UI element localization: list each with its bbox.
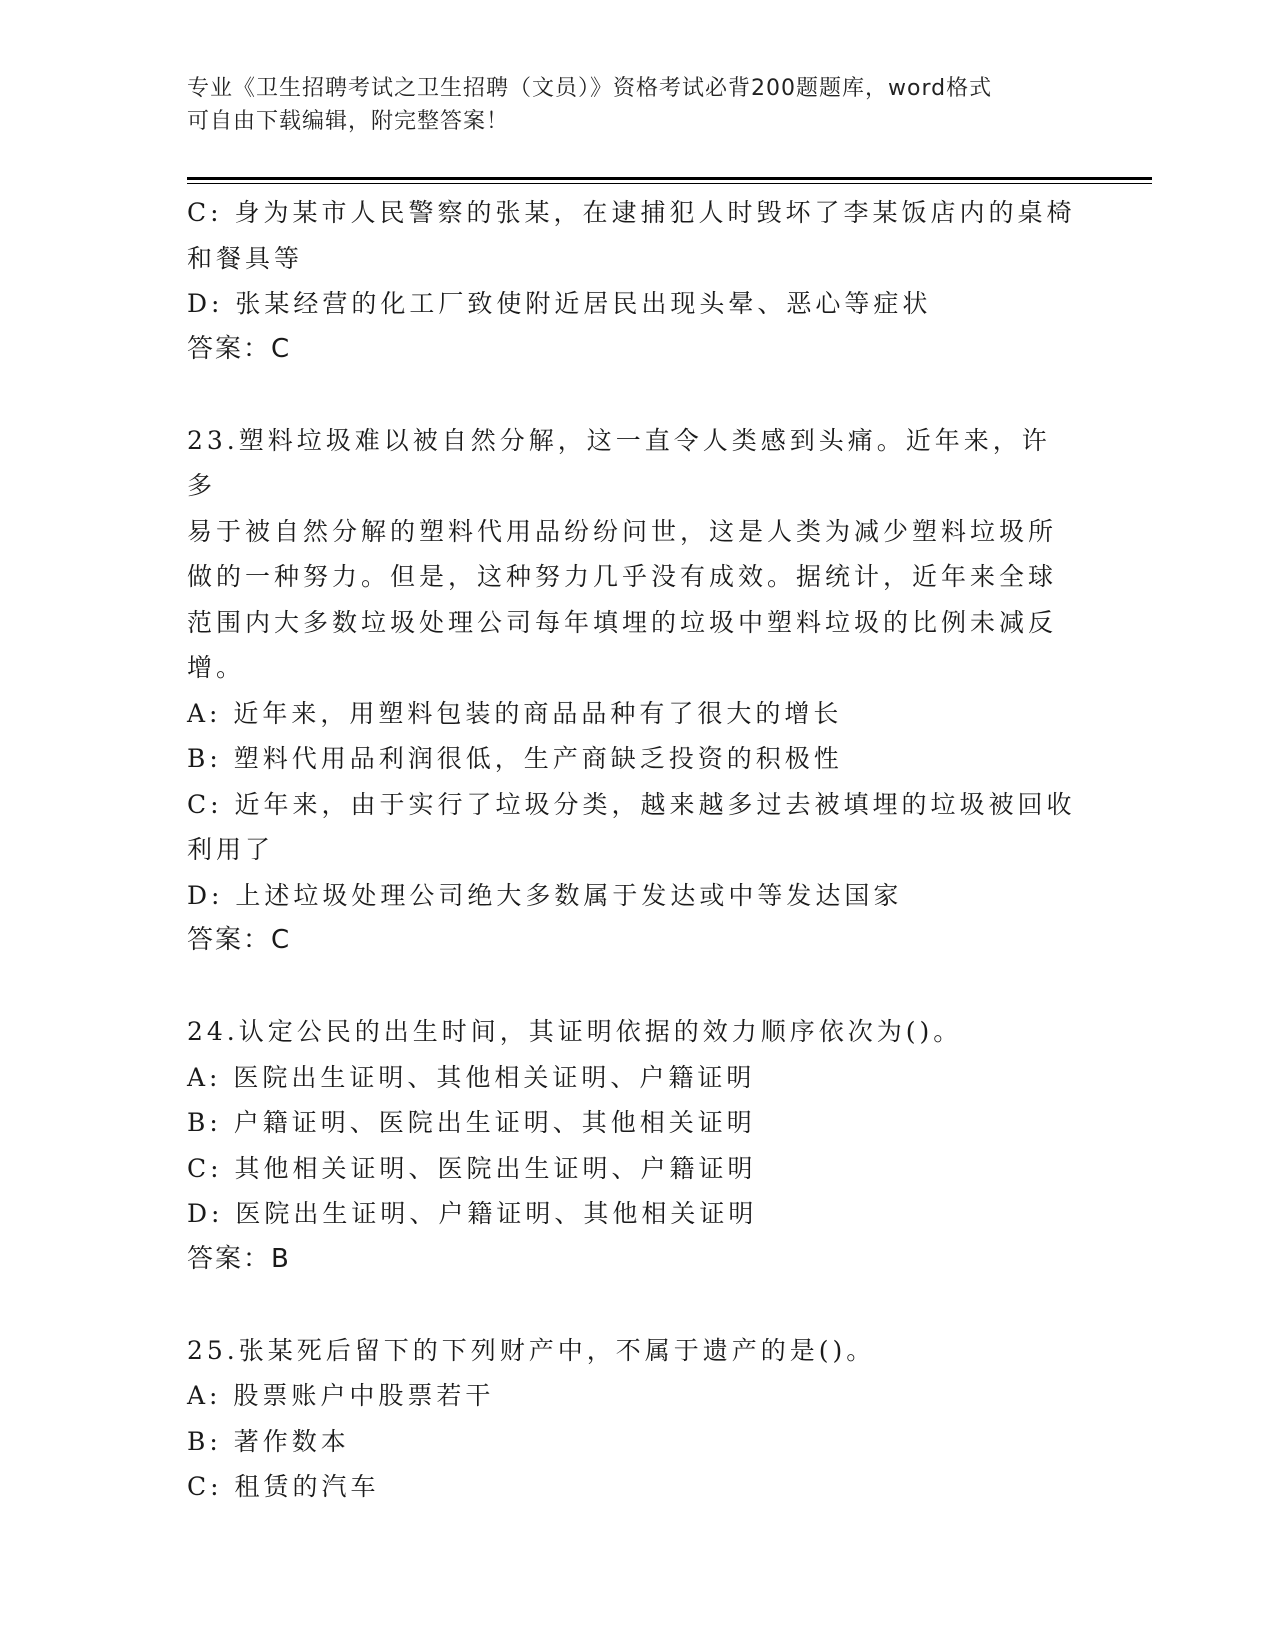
option-b: B: 塑料代用品利润很低，生产商缺乏投资的积极性: [187, 744, 843, 773]
question-stem-continued: 范围内大多数垃圾处理公司每年填埋的垃圾中塑料垃圾的比例未减反: [187, 607, 1058, 637]
option-c: C: 其他相关证明、医院出生证明、户籍证明: [187, 1153, 757, 1183]
spacer: [187, 964, 1077, 1010]
header-divider-thin: [187, 183, 1152, 184]
question-25: [187, 1328, 1077, 1510]
question-list: [187, 190, 1077, 1510]
option-b: B: 户籍证明、医院出生证明、其他相关证明: [187, 1108, 756, 1137]
question-stem: 24.认定公民的出生时间，其证明依据的效力顺序依次为()。: [187, 1017, 963, 1046]
option-a: A: 股票账户中股票若干: [187, 1381, 495, 1410]
question-stem: 23.塑料垃圾难以被自然分解，这一直令人类感到头痛。近年来，许多: [187, 425, 1051, 500]
spacer: [187, 1282, 1077, 1328]
option-c: C: 租赁的汽车: [187, 1472, 380, 1501]
answer-line: 答案：C: [187, 925, 292, 955]
option-b: B: 著作数本: [187, 1426, 350, 1456]
option-c-continued: 利用了: [187, 835, 275, 864]
header-title-line-2: 可自由下载编辑，附完整答案！: [187, 109, 510, 134]
option-d: D: 医院出生证明、户籍证明、其他相关证明: [187, 1199, 758, 1228]
question-stem-continued: 增。: [187, 653, 246, 682]
option-a: A: 医院出生证明、其他相关证明、户籍证明: [187, 1062, 756, 1092]
question-23: [187, 418, 1077, 964]
option-c: C: 近年来，由于实行了垃圾分类，越来越多过去被填埋的垃圾被回收: [187, 789, 1076, 819]
header-title-line-1: 专业《卫生招聘考试之卫生招聘（文员）》资格考试必背200题题库，word格式: [187, 76, 993, 101]
question-24: [187, 1009, 1077, 1282]
question-22-continued: [187, 190, 1077, 372]
option-d: D: 上述垃圾处理公司绝大多数属于发达或中等发达国家: [187, 880, 903, 910]
option-c-continued: 和餐具等: [187, 243, 304, 273]
spacer: [187, 372, 1077, 418]
option-d: D: 张某经营的化工厂致使附近居民出现头晕、恶心等症状: [187, 289, 932, 318]
option-a: A: 近年来，用塑料包装的商品品种有了很大的增长: [187, 698, 843, 728]
option-c: C: 身为某市人民警察的张某，在逮捕犯人时毁坏了李某饭店内的桌椅: [187, 198, 1076, 227]
page-header: [187, 72, 1067, 138]
header-divider-thick: [187, 177, 1152, 180]
answer-line: 答案：C: [187, 333, 292, 364]
question-stem-continued: 做的一种努力。但是，这种努力几乎没有成效。据统计，近年来全球: [187, 562, 1058, 591]
question-stem-continued: 易于被自然分解的塑料代用品纷纷问世，这是人类为减少塑料垃圾所: [187, 516, 1058, 546]
answer-line: 答案：B: [187, 1243, 291, 1274]
question-stem: 25.张某死后留下的下列财产中，不属于遗产的是()。: [187, 1335, 876, 1365]
